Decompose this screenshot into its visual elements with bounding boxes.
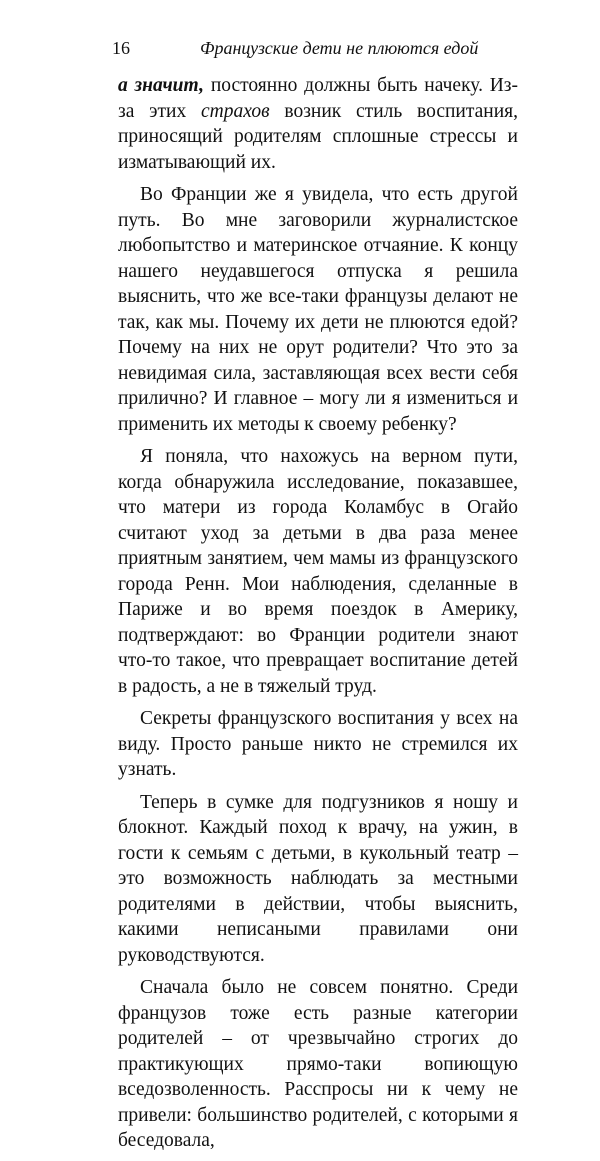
- paragraph-fragment: возник стиль воспитания, приносящий родителям сплошные стрессы и изматывающий их.: [118, 100, 518, 173]
- paragraph-fragment: постоянно должны быть начеку. Из-за этих: [118, 75, 518, 122]
- paragraph: Теперь в сумке для подгузников я ношу и блокнот. Каждый поход к врачу, на ужин, в гости к семьям с детьми, в кукольный театр – это возможность наблюдать за местными родителями в действии, чтобы выяснить, какими неписаными правилами они руководствуются.: [118, 791, 518, 966]
- emphasis-bold-italic: а значит,: [118, 75, 205, 96]
- body-text: [118, 73, 518, 1161]
- running-head: [112, 38, 520, 64]
- emphasis-italic: страхов: [200, 100, 270, 122]
- paragraph: Я поняла, что нахожусь на верном пути, когда обнаружила исследование, показавшее, что матери из города Коламбус в Огайо считают уход за детьми в два раза менее приятным занятием, чем мамы из французского города Ренн. Мои наблюдения, сделанные в Париже и во время поездок в Америку, подтверждают: во Франции родители знают что-то такое, что превращает воспитание детей в радость, а не в тяжелый труд.: [118, 446, 518, 697]
- paragraph-continued: [118, 73, 518, 175]
- paragraph: Сначала было не совсем понятно. Среди французов тоже есть разные категории родителей – от чрезвычайно строгих до практикующих прямо-таки вопиющую вседозволенность. Расспросы ни к чему не привели: большинство родителей, с которыми я беседовала,: [118, 977, 518, 1151]
- paragraph: Во Франции же я увидела, что есть другой путь. Во мне заговорили журналистское любопытство и материнское отчаяние. К концу нашего неудавшегося отпуска я решила выяснить, что же все-таки французы делают не так, как мы. Почему их дети не плюются едой? Почему на них не орут родители? Что это за невидимая сила, заставляющая всех вести себя прилично? И главное – могу ли я измениться и применить их методы к своему ребенку?: [118, 184, 518, 435]
- page-number: 16: [112, 38, 130, 58]
- book-title: Французские дети не плюются едой: [200, 38, 479, 58]
- paragraph: Секреты французского воспитания у всех на виду. Просто раньше никто не стремился их узнать.: [118, 708, 518, 780]
